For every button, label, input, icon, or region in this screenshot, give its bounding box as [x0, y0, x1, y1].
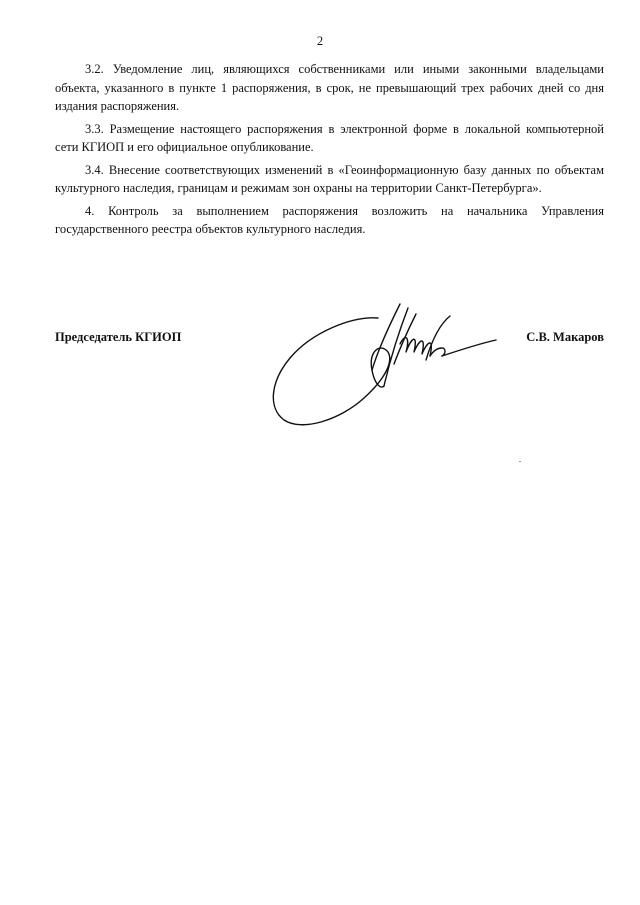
document-body: [55, 60, 604, 243]
signatory-name: С.В. Макаров: [526, 330, 604, 344]
paragraph-4: 4. Контроль за выполнением распоряжения возложить на начальника Управления государственного реестра объектов культурного наследия.: [55, 203, 604, 236]
paragraph-3-4: 3.4. Внесение соответствующих изменений в «Геоинформационную базу данных по объектам культурного наследия, границам и режимам зон охраны на территории Санкт-Петербурга».: [55, 162, 604, 195]
handwritten-signature: [260, 290, 510, 435]
scan-speck: [519, 461, 521, 462]
paragraph-3-3: 3.3. Размещение настоящего распоряжения в электронной форме в локальной компьютерной сети КГИОП и его официальное опубликование.: [55, 121, 604, 154]
page-number: 2: [316, 34, 324, 48]
paragraph-3-2: 3.2. Уведомление лиц, являющихся собственниками или иными законными владельцами объекта, указанного в пункте 1 распоряжения, в срок, не превышающий трех рабочих дней со дня издания распоряжения.: [55, 62, 604, 113]
signatory-position: Председатель КГИОП: [55, 330, 182, 344]
